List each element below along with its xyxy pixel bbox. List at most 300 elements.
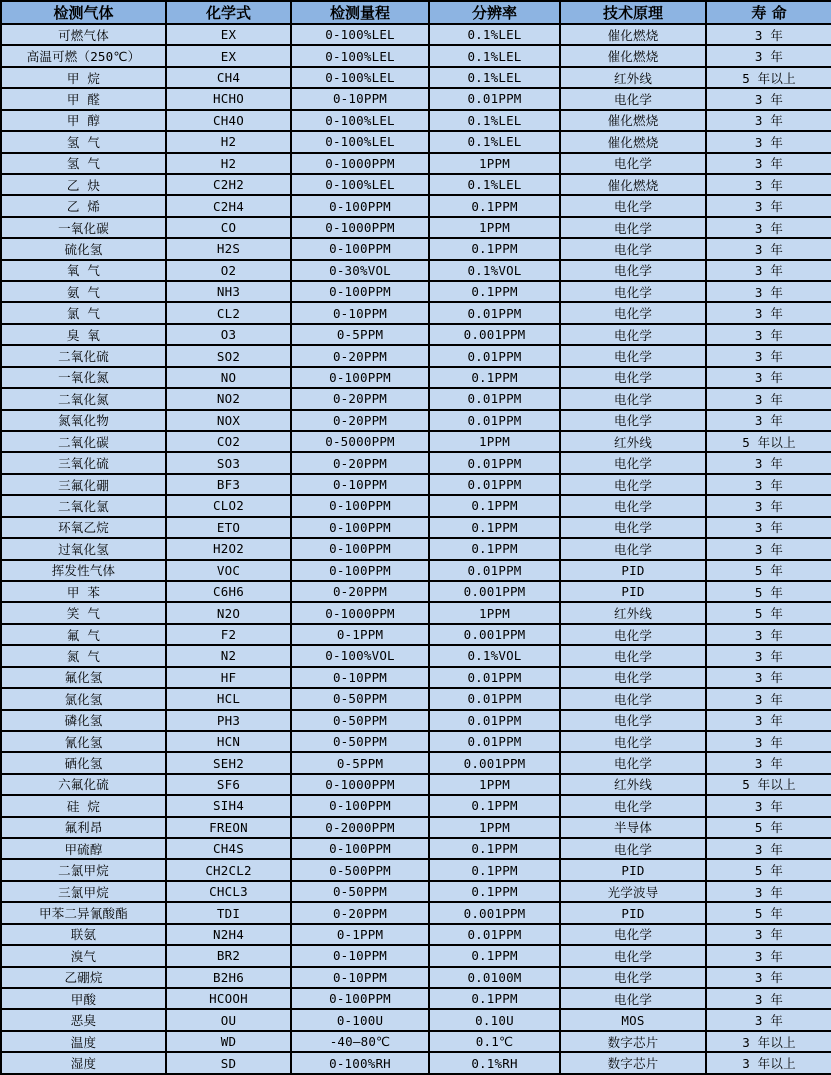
cell-range: 0-100PPM [291, 238, 429, 259]
cell-lifespan: 3 年 [706, 238, 831, 259]
cell-principle: 电化学 [560, 281, 706, 302]
table-row [1, 838, 831, 859]
cell-resolution: 0.1PPM [429, 238, 560, 259]
cell-gas-name: 高温可燃（250℃） [1, 45, 166, 66]
table-row [1, 345, 831, 366]
cell-principle: 电化学 [560, 452, 706, 473]
cell-formula: N2H4 [166, 924, 291, 945]
cell-lifespan: 3 年 [706, 217, 831, 238]
cell-principle: MOS [560, 1009, 706, 1030]
cell-range: 0-10PPM [291, 474, 429, 495]
cell-lifespan: 3 年 [706, 388, 831, 409]
cell-range: 0-5PPM [291, 752, 429, 773]
cell-gas-name: 过氧化氢 [1, 538, 166, 559]
cell-lifespan: 5 年 [706, 902, 831, 923]
cell-lifespan: 3 年以上 [706, 1052, 831, 1074]
cell-gas-name: 氟利昂 [1, 817, 166, 838]
cell-resolution: 0.01PPM [429, 667, 560, 688]
table-row [1, 817, 831, 838]
cell-formula: SD [166, 1052, 291, 1074]
column-header-resolution: 分辨率 [429, 1, 560, 24]
header-row [1, 1, 831, 24]
cell-range: 0-10PPM [291, 302, 429, 323]
cell-principle: 红外线 [560, 774, 706, 795]
cell-formula: N2 [166, 645, 291, 666]
cell-formula: C2H2 [166, 174, 291, 195]
cell-range: 0-100%RH [291, 1052, 429, 1074]
cell-principle: 红外线 [560, 67, 706, 88]
cell-resolution: 0.01PPM [429, 302, 560, 323]
cell-formula: H2O2 [166, 538, 291, 559]
cell-formula: SF6 [166, 774, 291, 795]
cell-principle: 电化学 [560, 302, 706, 323]
cell-range: 0-20PPM [291, 902, 429, 923]
cell-range: 0-100U [291, 1009, 429, 1030]
cell-resolution: 0.01PPM [429, 345, 560, 366]
cell-principle: 催化燃烧 [560, 131, 706, 152]
cell-principle: 电化学 [560, 945, 706, 966]
cell-principle: 数字芯片 [560, 1031, 706, 1052]
table-row [1, 774, 831, 795]
cell-gas-name: 磷化氢 [1, 710, 166, 731]
cell-resolution: 0.1PPM [429, 538, 560, 559]
cell-resolution: 0.1℃ [429, 1031, 560, 1052]
table-row [1, 859, 831, 880]
cell-range: 0-5000PPM [291, 431, 429, 452]
cell-lifespan: 3 年 [706, 517, 831, 538]
cell-formula: ETO [166, 517, 291, 538]
table-row [1, 924, 831, 945]
cell-formula: CL2 [166, 302, 291, 323]
cell-gas-name: 二氧化氮 [1, 388, 166, 409]
table-row [1, 902, 831, 923]
cell-range: 0-20PPM [291, 581, 429, 602]
cell-range: 0-1000PPM [291, 602, 429, 623]
table-row [1, 324, 831, 345]
cell-formula: SO3 [166, 452, 291, 473]
cell-formula: VOC [166, 560, 291, 581]
cell-lifespan: 3 年 [706, 538, 831, 559]
table-row [1, 24, 831, 45]
cell-gas-name: 甲苯二异氰酸酯 [1, 902, 166, 923]
cell-formula: CLO2 [166, 495, 291, 516]
cell-range: 0-100%LEL [291, 45, 429, 66]
cell-principle: 电化学 [560, 838, 706, 859]
cell-resolution: 1PPM [429, 217, 560, 238]
cell-lifespan: 3 年 [706, 645, 831, 666]
cell-resolution: 0.1%LEL [429, 24, 560, 45]
table-row [1, 538, 831, 559]
table-row [1, 731, 831, 752]
cell-lifespan: 5 年 [706, 602, 831, 623]
cell-gas-name: 可燃气体 [1, 24, 166, 45]
cell-principle: PID [560, 859, 706, 880]
cell-gas-name: 氯化氢 [1, 688, 166, 709]
cell-principle: 电化学 [560, 345, 706, 366]
cell-lifespan: 3 年 [706, 710, 831, 731]
cell-lifespan: 3 年 [706, 410, 831, 431]
cell-gas-name: 二氧化氯 [1, 495, 166, 516]
cell-resolution: 0.01PPM [429, 410, 560, 431]
cell-range: 0-10PPM [291, 667, 429, 688]
cell-lifespan: 3 年 [706, 924, 831, 945]
cell-range: 0-10PPM [291, 945, 429, 966]
cell-range: 0-100PPM [291, 281, 429, 302]
cell-range: 0-100PPM [291, 517, 429, 538]
cell-formula: CH4 [166, 67, 291, 88]
cell-range: 0-100%LEL [291, 24, 429, 45]
cell-resolution: 0.1%LEL [429, 45, 560, 66]
cell-gas-name: 三氯甲烷 [1, 881, 166, 902]
cell-formula: FREON [166, 817, 291, 838]
cell-resolution: 1PPM [429, 153, 560, 174]
column-header-principle: 技术原理 [560, 1, 706, 24]
cell-gas-name: 氰化氢 [1, 731, 166, 752]
table-body [1, 24, 831, 1074]
cell-resolution: 1PPM [429, 774, 560, 795]
table-row [1, 260, 831, 281]
cell-range: 0-100PPM [291, 367, 429, 388]
cell-formula: NO2 [166, 388, 291, 409]
cell-formula: EX [166, 24, 291, 45]
cell-range: 0-50PPM [291, 881, 429, 902]
table-row [1, 495, 831, 516]
table-row [1, 474, 831, 495]
cell-formula: O2 [166, 260, 291, 281]
cell-gas-name: 一氧化氮 [1, 367, 166, 388]
cell-gas-name: 环氧乙烷 [1, 517, 166, 538]
cell-resolution: 0.1PPM [429, 988, 560, 1009]
cell-principle: 电化学 [560, 260, 706, 281]
cell-gas-name: 氟化氢 [1, 667, 166, 688]
cell-resolution: 0.01PPM [429, 710, 560, 731]
cell-gas-name: 氢 气 [1, 153, 166, 174]
table-row [1, 88, 831, 109]
cell-formula: EX [166, 45, 291, 66]
cell-lifespan: 3 年 [706, 345, 831, 366]
cell-resolution: 0.1%LEL [429, 67, 560, 88]
table-row [1, 110, 831, 131]
cell-formula: PH3 [166, 710, 291, 731]
cell-lifespan: 3 年 [706, 1009, 831, 1030]
cell-resolution: 1PPM [429, 602, 560, 623]
cell-gas-name: 挥发性气体 [1, 560, 166, 581]
table-row [1, 45, 831, 66]
cell-resolution: 0.1%LEL [429, 131, 560, 152]
cell-resolution: 0.1%RH [429, 1052, 560, 1074]
cell-lifespan: 3 年 [706, 967, 831, 988]
cell-lifespan: 3 年 [706, 281, 831, 302]
cell-gas-name: 甲 醛 [1, 88, 166, 109]
table-row [1, 988, 831, 1009]
table-row [1, 153, 831, 174]
cell-principle: 电化学 [560, 624, 706, 645]
table-row [1, 667, 831, 688]
cell-principle: 电化学 [560, 153, 706, 174]
cell-resolution: 0.01PPM [429, 88, 560, 109]
cell-formula: C6H6 [166, 581, 291, 602]
cell-principle: 催化燃烧 [560, 110, 706, 131]
cell-principle: 电化学 [560, 710, 706, 731]
cell-range: 0-100PPM [291, 795, 429, 816]
table-row [1, 688, 831, 709]
cell-principle: 电化学 [560, 195, 706, 216]
cell-lifespan: 3 年 [706, 795, 831, 816]
cell-resolution: 0.1PPM [429, 495, 560, 516]
cell-formula: H2S [166, 238, 291, 259]
cell-principle: 电化学 [560, 324, 706, 345]
cell-principle: 电化学 [560, 388, 706, 409]
cell-principle: 电化学 [560, 538, 706, 559]
table-row [1, 431, 831, 452]
table-row [1, 195, 831, 216]
cell-principle: PID [560, 560, 706, 581]
table-row [1, 217, 831, 238]
cell-range: 0-50PPM [291, 688, 429, 709]
cell-range: 0-20PPM [291, 410, 429, 431]
cell-principle: 电化学 [560, 988, 706, 1009]
table-row [1, 1009, 831, 1030]
cell-gas-name: 氯 气 [1, 302, 166, 323]
cell-principle: 催化燃烧 [560, 24, 706, 45]
cell-gas-name: 乙 炔 [1, 174, 166, 195]
cell-formula: HCN [166, 731, 291, 752]
cell-lifespan: 3 年 [706, 452, 831, 473]
cell-principle: 催化燃烧 [560, 174, 706, 195]
cell-gas-name: 六氟化硫 [1, 774, 166, 795]
cell-lifespan: 3 年 [706, 367, 831, 388]
cell-formula: WD [166, 1031, 291, 1052]
cell-resolution: 0.01PPM [429, 388, 560, 409]
cell-lifespan: 3 年 [706, 110, 831, 131]
cell-formula: N2O [166, 602, 291, 623]
cell-range: 0-1000PPM [291, 153, 429, 174]
table-row [1, 967, 831, 988]
cell-range: 0-500PPM [291, 859, 429, 880]
cell-principle: 电化学 [560, 517, 706, 538]
table-row [1, 645, 831, 666]
cell-gas-name: 甲 醇 [1, 110, 166, 131]
cell-gas-name: 硫化氢 [1, 238, 166, 259]
cell-resolution: 1PPM [429, 817, 560, 838]
cell-gas-name: 一氧化碳 [1, 217, 166, 238]
cell-lifespan: 3 年 [706, 988, 831, 1009]
cell-range: 0-10PPM [291, 88, 429, 109]
cell-principle: 电化学 [560, 367, 706, 388]
table-row [1, 1052, 831, 1074]
cell-gas-name: 二氧化碳 [1, 431, 166, 452]
cell-formula: C2H4 [166, 195, 291, 216]
cell-resolution: 1PPM [429, 431, 560, 452]
cell-lifespan: 3 年 [706, 88, 831, 109]
cell-range: 0-10PPM [291, 967, 429, 988]
cell-resolution: 0.10U [429, 1009, 560, 1030]
cell-lifespan: 3 年 [706, 667, 831, 688]
table-row [1, 67, 831, 88]
cell-formula: CO [166, 217, 291, 238]
cell-principle: 电化学 [560, 495, 706, 516]
cell-gas-name: 硅 烷 [1, 795, 166, 816]
cell-range: 0-2000PPM [291, 817, 429, 838]
cell-range: 0-100%LEL [291, 131, 429, 152]
table-row [1, 1031, 831, 1052]
cell-gas-name: 二氧化硫 [1, 345, 166, 366]
cell-range: 0-1000PPM [291, 217, 429, 238]
cell-formula: CHCL3 [166, 881, 291, 902]
cell-range: 0-100PPM [291, 495, 429, 516]
table-row [1, 602, 831, 623]
cell-range: 0-100%LEL [291, 174, 429, 195]
cell-resolution: 0.1PPM [429, 281, 560, 302]
cell-lifespan: 3 年 [706, 731, 831, 752]
cell-gas-name: 臭 氧 [1, 324, 166, 345]
cell-principle: 数字芯片 [560, 1052, 706, 1074]
cell-formula: H2 [166, 131, 291, 152]
cell-principle: 电化学 [560, 795, 706, 816]
table-row [1, 710, 831, 731]
cell-lifespan: 3 年 [706, 302, 831, 323]
cell-resolution: 0.1%LEL [429, 110, 560, 131]
cell-resolution: 0.0100M [429, 967, 560, 988]
cell-lifespan: 5 年以上 [706, 774, 831, 795]
cell-lifespan: 3 年 [706, 945, 831, 966]
cell-range: 0-50PPM [291, 731, 429, 752]
column-header-lifespan: 寿 命 [706, 1, 831, 24]
cell-resolution: 0.1PPM [429, 945, 560, 966]
cell-gas-name: 湿度 [1, 1052, 166, 1074]
table-row [1, 752, 831, 773]
cell-formula: HCOOH [166, 988, 291, 1009]
table-row [1, 945, 831, 966]
cell-formula: HCHO [166, 88, 291, 109]
cell-formula: CO2 [166, 431, 291, 452]
cell-gas-name: 氮 气 [1, 645, 166, 666]
cell-lifespan: 3 年 [706, 153, 831, 174]
cell-resolution: 0.1PPM [429, 859, 560, 880]
cell-formula: CH4S [166, 838, 291, 859]
cell-lifespan: 5 年以上 [706, 431, 831, 452]
cell-resolution: 0.1PPM [429, 838, 560, 859]
cell-principle: 电化学 [560, 924, 706, 945]
cell-resolution: 0.01PPM [429, 731, 560, 752]
cell-range: 0-1PPM [291, 924, 429, 945]
cell-formula: O3 [166, 324, 291, 345]
cell-principle: 电化学 [560, 667, 706, 688]
cell-resolution: 0.001PPM [429, 752, 560, 773]
table-row [1, 881, 831, 902]
cell-gas-name: 硒化氢 [1, 752, 166, 773]
cell-lifespan: 3 年 [706, 495, 831, 516]
cell-principle: 电化学 [560, 752, 706, 773]
table-row [1, 388, 831, 409]
cell-resolution: 0.01PPM [429, 560, 560, 581]
cell-resolution: 0.01PPM [429, 474, 560, 495]
cell-lifespan: 5 年 [706, 560, 831, 581]
cell-resolution: 0.1%VOL [429, 645, 560, 666]
cell-formula: SO2 [166, 345, 291, 366]
cell-gas-name: 氨 气 [1, 281, 166, 302]
cell-formula: NOX [166, 410, 291, 431]
cell-formula: OU [166, 1009, 291, 1030]
cell-formula: NH3 [166, 281, 291, 302]
cell-range: 0-30%VOL [291, 260, 429, 281]
cell-resolution: 0.1%VOL [429, 260, 560, 281]
cell-gas-name: 三氟化硼 [1, 474, 166, 495]
cell-formula: B2H6 [166, 967, 291, 988]
cell-lifespan: 3 年 [706, 45, 831, 66]
cell-principle: 电化学 [560, 731, 706, 752]
cell-gas-name: 笑 气 [1, 602, 166, 623]
cell-gas-name: 氮氧化物 [1, 410, 166, 431]
cell-lifespan: 3 年 [706, 195, 831, 216]
cell-gas-name: 乙硼烷 [1, 967, 166, 988]
cell-principle: 电化学 [560, 967, 706, 988]
cell-gas-name: 氢 气 [1, 131, 166, 152]
cell-resolution: 0.1PPM [429, 517, 560, 538]
cell-principle: 电化学 [560, 688, 706, 709]
cell-gas-name: 三氧化硫 [1, 452, 166, 473]
cell-formula: BF3 [166, 474, 291, 495]
cell-formula: TDI [166, 902, 291, 923]
cell-resolution: 0.001PPM [429, 902, 560, 923]
table-row [1, 517, 831, 538]
cell-gas-name: 二氯甲烷 [1, 859, 166, 880]
cell-principle: 红外线 [560, 602, 706, 623]
cell-principle: 光学波导 [560, 881, 706, 902]
cell-range: 0-100PPM [291, 195, 429, 216]
cell-resolution: 0.01PPM [429, 452, 560, 473]
table-row [1, 238, 831, 259]
table-row [1, 281, 831, 302]
cell-range: 0-1000PPM [291, 774, 429, 795]
cell-principle: 电化学 [560, 88, 706, 109]
cell-formula: H2 [166, 153, 291, 174]
cell-principle: PID [560, 902, 706, 923]
cell-gas-name: 恶臭 [1, 1009, 166, 1030]
cell-resolution: 0.1PPM [429, 195, 560, 216]
cell-lifespan: 3 年 [706, 324, 831, 345]
cell-range: 0-1PPM [291, 624, 429, 645]
cell-principle: 催化燃烧 [560, 45, 706, 66]
cell-gas-name: 温度 [1, 1031, 166, 1052]
cell-range: 0-100%LEL [291, 67, 429, 88]
cell-range: 0-100PPM [291, 838, 429, 859]
cell-gas-name: 甲 苯 [1, 581, 166, 602]
cell-gas-name: 甲硫醇 [1, 838, 166, 859]
cell-lifespan: 3 年 [706, 24, 831, 45]
cell-range: 0-100PPM [291, 560, 429, 581]
cell-formula: NO [166, 367, 291, 388]
column-header-formula: 化学式 [166, 1, 291, 24]
cell-gas-name: 甲酸 [1, 988, 166, 1009]
cell-lifespan: 5 年 [706, 859, 831, 880]
cell-resolution: 0.1%LEL [429, 174, 560, 195]
cell-formula: HCL [166, 688, 291, 709]
column-header-gas-name: 检测气体 [1, 1, 166, 24]
cell-formula: SIH4 [166, 795, 291, 816]
table-row [1, 581, 831, 602]
table-row [1, 624, 831, 645]
cell-range: 0-100%LEL [291, 110, 429, 131]
cell-principle: 红外线 [560, 431, 706, 452]
cell-resolution: 0.1PPM [429, 881, 560, 902]
cell-principle: 电化学 [560, 238, 706, 259]
column-header-range: 检测量程 [291, 1, 429, 24]
cell-resolution: 0.01PPM [429, 688, 560, 709]
table-row [1, 410, 831, 431]
cell-gas-name: 乙 烯 [1, 195, 166, 216]
cell-lifespan: 3 年 [706, 624, 831, 645]
